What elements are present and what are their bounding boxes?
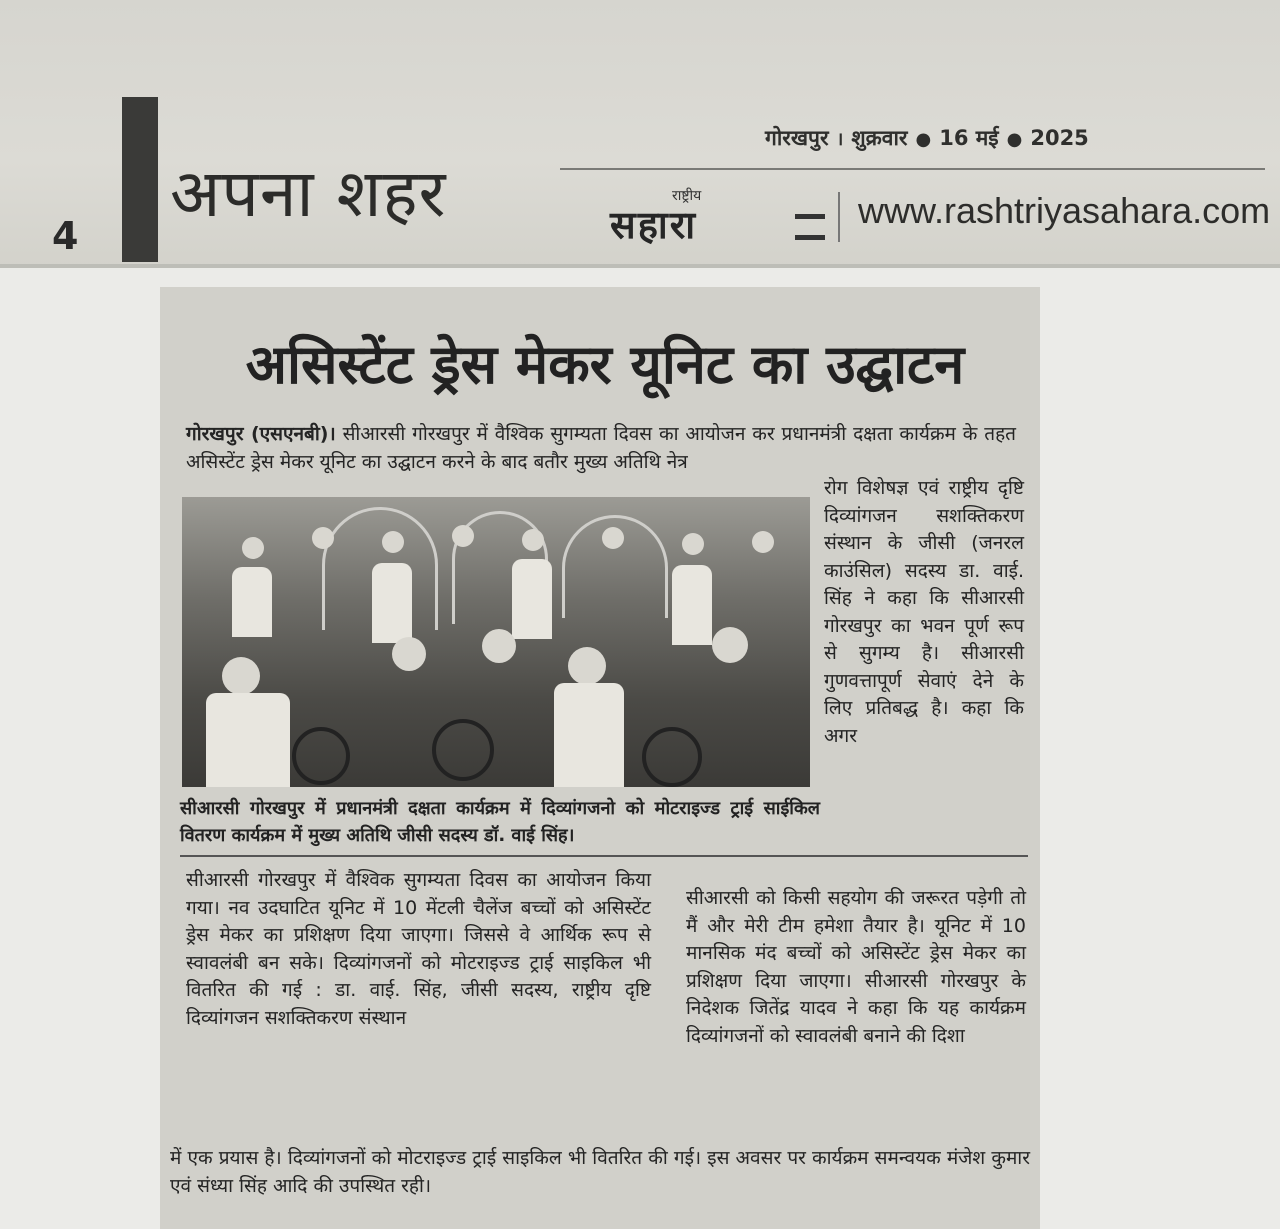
section-marker-bar bbox=[122, 97, 158, 262]
lead-text: सीआरसी गोरखपुर में वैश्विक सुगम्यता दिवस का आयोजन कर प्रधानमंत्री दक्षता कार्यक्रम के तहत असिस्टेंट ड्रेस मेकर यूनिट का उद्घाटन करने के बाद बतौर मुख्य अतिथि नेत्र bbox=[186, 423, 1016, 473]
event-photo bbox=[182, 497, 810, 787]
brand-prefix: राष्ट्रीय bbox=[672, 188, 702, 204]
section-title: अपना शहर bbox=[170, 155, 447, 232]
article-lower-left: सीआरसी गोरखपुर में वैश्विक सुगम्यता दिवस का आयोजन किया गया। नव उदघाटित यूनिट में 10 मेंटली चैलेंज बच्चों को असिस्टेंट ड्रेस मेकर का प्रशिक्षण दिया जाएगा। जिससे वे आर्थिक रूप से स्वावलंबी बन सके। दिव्यांगजनों को मोटराइज्ड ट्राई साइकिल भी वितरित की गई : डा. वाई. सिंह, जीसी सदस्य, राष्ट्रीय दृष्टि दिव्यांगजन सशक्तिकरण संस्थान bbox=[186, 869, 651, 1029]
person bbox=[372, 563, 412, 643]
person bbox=[682, 533, 704, 555]
bullet-icon: ● bbox=[915, 129, 932, 150]
article-right-column: रोग विशेषज्ञ एवं राष्ट्रीय दृष्टि दिव्यांगजन सशक्तिकरण संस्थान के जीसी (जनरल काउंसिल) सदस्य डा. वाई. सिंह ने कहा कि सीआरसी गोरखपुर का भवन पूर्ण रूप से सुगम्य है। सीआरसी गुणवत्तापूर्ण सेवाएं देने के लिए प्रतिबद्ध है। कहा कि अगर bbox=[824, 477, 1024, 747]
person bbox=[312, 527, 334, 549]
news-clipping bbox=[160, 287, 1040, 1229]
logo-mark-icon bbox=[795, 214, 825, 240]
person bbox=[554, 683, 624, 787]
article-dateline: गोरखपुर (एसएनबी)। bbox=[186, 423, 336, 445]
person bbox=[512, 559, 552, 639]
bullet-icon: ● bbox=[1006, 129, 1023, 150]
article-conclusion: में एक प्रयास है। दिव्यांगजनों को मोटराइज्ड ट्राई साइकिल भी वितरित की गई। इस अवसर पर कार्यक्रम समन्वयक मंजेश कुमार एवं संध्या सिंह आदि की उपस्थित रही। bbox=[170, 1147, 1030, 1197]
page-number: 4 bbox=[52, 214, 79, 258]
person bbox=[522, 529, 544, 551]
newspaper-masthead bbox=[0, 0, 1280, 268]
caption-divider bbox=[180, 855, 1028, 857]
website-url: www.rashtriyasahara.com bbox=[858, 190, 1271, 231]
tricycle-wheel bbox=[642, 727, 702, 787]
separator: । bbox=[836, 129, 844, 150]
tricycle-wheel bbox=[292, 727, 350, 785]
person bbox=[206, 693, 290, 787]
person bbox=[672, 565, 712, 645]
person bbox=[712, 627, 748, 663]
issue-year: 2025 bbox=[1030, 126, 1089, 150]
person bbox=[568, 647, 606, 685]
person bbox=[602, 527, 624, 549]
article-lead bbox=[186, 421, 1016, 476]
issue-date: 16 मई bbox=[939, 126, 999, 150]
person bbox=[752, 531, 774, 553]
person bbox=[382, 531, 404, 553]
person bbox=[392, 637, 426, 671]
divider bbox=[838, 192, 840, 242]
person bbox=[222, 657, 260, 695]
issue-dateline bbox=[765, 124, 1089, 152]
person bbox=[482, 629, 516, 663]
newspaper-logo: सहारा bbox=[610, 203, 698, 247]
masthead-rule bbox=[560, 168, 1265, 170]
person bbox=[242, 537, 264, 559]
article-headline: असिस्टेंट ड्रेस मेकर यूनिट का उद्घाटन bbox=[245, 333, 965, 396]
article-lower-right: सीआरसी को किसी सहयोग की जरूरत पड़ेगी तो मैं और मेरी टीम हमेशा तैयार है। यूनिट में 10 मानसिक मंद बच्चों को असिस्टेंट ड्रेस मेकर का प्रशिक्षण दिया जाएगा। सीआरसी गोरखपुर के निदेशक जितेंद्र यादव ने कहा कि यह कार्यक्रम दिव्यांगजनों को स्वावलंबी बनाने की दिशा bbox=[686, 887, 1026, 1047]
photo-caption: सीआरसी गोरखपुर में प्रधानमंत्री दक्षता कार्यक्रम में दिव्यांगजनो को मोटराइज्ड ट्राई साईकिल वितरण कार्यक्रम में मुख्य अतिथि जीसी सदस्य डॉ. वाई सिंह। bbox=[180, 798, 820, 846]
weekday: शुक्रवार bbox=[851, 126, 908, 150]
masthead-bottom-rule bbox=[0, 264, 1280, 268]
person bbox=[232, 567, 272, 637]
tricycle-wheel bbox=[432, 719, 494, 781]
person bbox=[452, 525, 474, 547]
city: गोरखपुर bbox=[765, 126, 829, 150]
